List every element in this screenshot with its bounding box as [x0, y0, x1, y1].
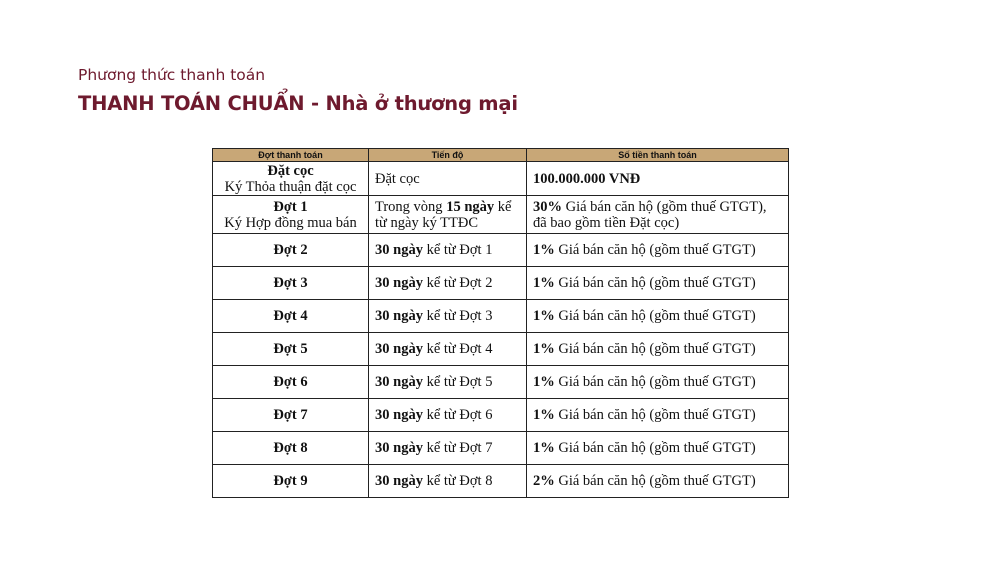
- amount-cell: [527, 267, 789, 300]
- stage-label: Đợt 7: [213, 399, 369, 432]
- stage-label: Đợt 2: [213, 234, 369, 267]
- progress-cell: [369, 366, 527, 399]
- progress-days: 30 ngày: [375, 308, 423, 324]
- amount-cell: [527, 196, 789, 234]
- payment-schedule-table: [212, 148, 789, 498]
- stage-label: Đặt cọc: [267, 162, 314, 179]
- progress-text: Đặt cọc: [375, 170, 420, 187]
- amount-text: Giá bán căn hộ (gồm thuế GTGT),: [562, 198, 767, 215]
- amount-percent: 1%: [533, 308, 555, 324]
- stage-label: Đợt 6: [213, 366, 369, 399]
- amount-cell: [527, 162, 789, 196]
- amount-text: Giá bán căn hộ (gồm thuế GTGT): [554, 374, 756, 390]
- progress-cell: [369, 465, 527, 498]
- amount-line-2: đã bao gồm tiền Đặt cọc): [533, 214, 680, 231]
- progress-days: 30 ngày: [375, 275, 423, 291]
- stage-note: Ký Thỏa thuận đặt cọc: [224, 178, 357, 195]
- progress-text: kể từ Đợt 5: [422, 374, 493, 390]
- progress-cell: [369, 196, 527, 234]
- amount-cell: [527, 399, 789, 432]
- amount-text: Giá bán căn hộ (gồm thuế GTGT): [554, 407, 756, 423]
- column-header-progress: Tiến độ: [369, 149, 527, 162]
- amount-cell: [527, 333, 789, 366]
- progress-text: kể từ Đợt 2: [422, 275, 493, 291]
- amount-cell: [527, 300, 789, 333]
- amount-percent: 2%: [533, 473, 555, 489]
- table-row-stage-3: [213, 267, 789, 300]
- table-row-stage-9: [213, 465, 789, 498]
- progress-text: kể từ Đợt 1: [422, 242, 493, 258]
- progress-line-1: [375, 199, 526, 215]
- amount-text: Giá bán căn hộ (gồm thuế GTGT): [554, 473, 756, 489]
- table-row-deposit: [213, 162, 789, 196]
- stage-cell: [213, 196, 369, 234]
- amount-text: Giá bán căn hộ (gồm thuế GTGT): [554, 275, 756, 291]
- progress-cell: [369, 300, 527, 333]
- table-row-stage-7: [213, 399, 789, 432]
- stage-label: Đợt 5: [213, 333, 369, 366]
- amount-text: Giá bán căn hộ (gồm thuế GTGT): [554, 308, 756, 324]
- progress-line-2: từ ngày ký TTĐC: [375, 214, 479, 231]
- progress-prefix: Trong vòng: [375, 198, 447, 215]
- progress-suffix: kể: [494, 198, 512, 215]
- amount-percent: 1%: [533, 374, 555, 390]
- progress-cell: [369, 267, 527, 300]
- column-header-stage: Đợt thanh toán: [213, 149, 369, 162]
- progress-days: 30 ngày: [375, 374, 423, 390]
- progress-text: kể từ Đợt 3: [422, 308, 493, 324]
- progress-text: kể từ Đợt 8: [422, 473, 493, 489]
- progress-days: 30 ngày: [375, 407, 423, 423]
- amount-cell: [527, 465, 789, 498]
- amount-line-1: [533, 199, 788, 215]
- stage-label: Đợt 4: [213, 300, 369, 333]
- table-row-stage-8: [213, 432, 789, 465]
- amount-percent: 1%: [533, 341, 555, 357]
- progress-text: kể từ Đợt 4: [422, 341, 493, 357]
- section-subtitle: Phương thức thanh toán: [78, 66, 266, 84]
- amount-cell: [527, 366, 789, 399]
- progress-text: kể từ Đợt 6: [422, 407, 493, 423]
- stage-label: Đợt 9: [213, 465, 369, 498]
- amount-percent: 30%: [533, 198, 562, 215]
- amount-value: 100.000.000 VNĐ: [533, 170, 641, 187]
- progress-days: 15 ngày: [446, 198, 495, 215]
- progress-cell: [369, 234, 527, 267]
- progress-cell: [369, 432, 527, 465]
- table-row-stage-6: [213, 366, 789, 399]
- amount-percent: 1%: [533, 242, 555, 258]
- progress-days: 30 ngày: [375, 440, 423, 456]
- column-header-amount: Số tiền thanh toán: [527, 149, 789, 162]
- amount-text: Giá bán căn hộ (gồm thuế GTGT): [554, 341, 756, 357]
- stage-label: Đợt 3: [213, 267, 369, 300]
- progress-cell: [369, 399, 527, 432]
- amount-cell: [527, 432, 789, 465]
- progress-cell: [369, 333, 527, 366]
- progress-days: 30 ngày: [375, 242, 423, 258]
- amount-percent: 1%: [533, 407, 555, 423]
- table-row-stage-4: [213, 300, 789, 333]
- table-row-stage-1: [213, 196, 789, 234]
- page-title: THANH TOÁN CHUẨN - Nhà ở thương mại: [78, 92, 518, 115]
- amount-percent: 1%: [533, 440, 555, 456]
- stage-label: Đợt 1: [273, 198, 308, 215]
- table-row-stage-2: [213, 234, 789, 267]
- progress-days: 30 ngày: [375, 341, 423, 357]
- table-header-row: [213, 149, 789, 162]
- stage-cell: [213, 162, 369, 196]
- amount-text: Giá bán căn hộ (gồm thuế GTGT): [554, 440, 756, 456]
- progress-cell: [369, 162, 527, 196]
- progress-text: kể từ Đợt 7: [422, 440, 493, 456]
- amount-cell: [527, 234, 789, 267]
- amount-text: Giá bán căn hộ (gồm thuế GTGT): [554, 242, 756, 258]
- stage-label: Đợt 8: [213, 432, 369, 465]
- stage-note: Ký Hợp đồng mua bán: [224, 214, 357, 231]
- amount-percent: 1%: [533, 275, 555, 291]
- progress-days: 30 ngày: [375, 473, 423, 489]
- table-row-stage-5: [213, 333, 789, 366]
